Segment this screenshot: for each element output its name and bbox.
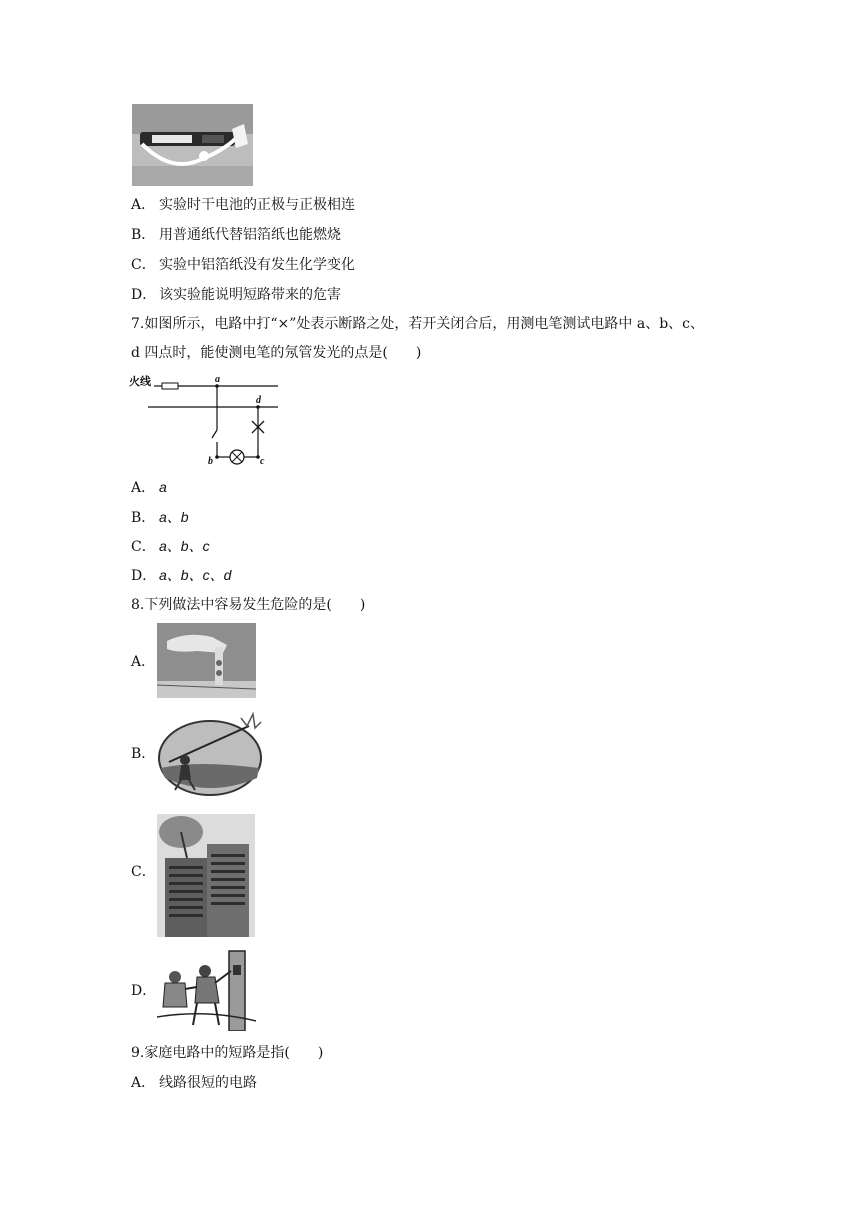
point-d: d <box>256 395 261 406</box>
q6-option-a[interactable] <box>131 196 355 214</box>
live-wire-label: 火线 <box>129 376 151 388</box>
q9-stem: 9.家庭电路中的短路是指( ) <box>131 1045 324 1061</box>
option-label: B． <box>131 510 156 526</box>
q6-option-b[interactable] <box>131 226 341 244</box>
option-text: 线路很短的电路 <box>159 1075 257 1091</box>
option-label: C． <box>131 539 156 555</box>
q8-option-d-image[interactable] <box>157 947 256 1031</box>
option-label: A． <box>131 1075 156 1091</box>
q9-option-a[interactable] <box>131 1074 257 1092</box>
q7-stem-line1: 7.如图所示，电路中打“×”处表示断路之处，若开关闭合后，用测电笔测试电路中 a、b、c、 <box>131 316 704 332</box>
q7-option-a[interactable] <box>131 478 167 497</box>
q7-option-d[interactable] <box>131 566 231 585</box>
option-text: 该实验能说明短路带来的危害 <box>159 287 341 303</box>
q6-option-c[interactable] <box>131 256 355 274</box>
option-text: a <box>159 479 167 495</box>
q7-option-b[interactable] <box>131 508 189 527</box>
point-a: a <box>215 374 220 385</box>
q6-experiment-photo <box>132 104 253 186</box>
q8-option-a-image[interactable] <box>157 623 256 698</box>
option-label: A． <box>131 480 156 496</box>
option-text: 实验中铝箔纸没有发生化学变化 <box>159 257 355 273</box>
q8-option-d-label[interactable]: D． <box>131 983 157 999</box>
option-text: a、b <box>159 509 189 525</box>
q8-option-b-image[interactable] <box>157 712 264 797</box>
q7-option-c[interactable] <box>131 537 210 556</box>
point-c: c <box>260 456 265 467</box>
q8-option-c-image[interactable] <box>157 814 255 937</box>
option-label: C． <box>131 257 156 273</box>
point-b: b <box>208 456 213 467</box>
option-label: B． <box>131 227 156 243</box>
option-text: a、b、c <box>159 538 210 554</box>
q7-circuit-diagram <box>128 372 280 468</box>
q8-option-b-label[interactable]: B． <box>131 746 156 762</box>
option-text: 实验时干电池的正极与正极相连 <box>159 197 355 213</box>
q6-option-d[interactable] <box>131 286 341 304</box>
option-text: a、b、c、d <box>159 567 232 583</box>
option-label: A． <box>131 197 156 213</box>
option-label: D． <box>131 568 157 584</box>
q7-stem-line2: d 四点时，能使测电笔的氖管发光的点是( ) <box>131 345 422 361</box>
option-text: 用普通纸代替铝箔纸也能燃烧 <box>159 227 341 243</box>
option-label: D． <box>131 287 157 303</box>
q8-option-a-label[interactable]: A． <box>131 654 156 670</box>
q8-option-c-label[interactable]: C． <box>131 864 156 880</box>
q8-stem: 8.下列做法中容易发生危险的是( ) <box>131 597 366 613</box>
